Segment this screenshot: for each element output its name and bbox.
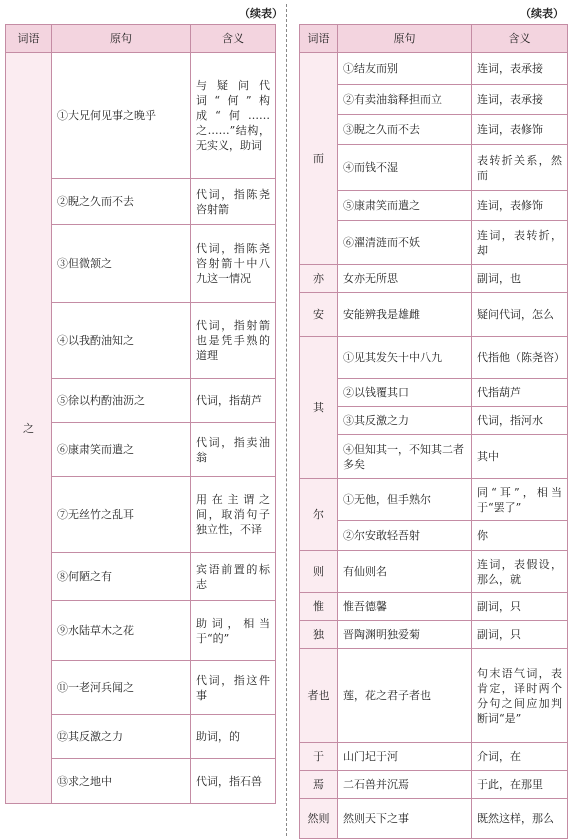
header-word: 词语 [6,25,52,53]
table-row [300,115,568,145]
sentence-cell: ⑥濯清涟而不妖 [338,221,472,265]
word-cell: 则 [300,551,338,593]
sentence-cell: ⑤康肃笑而遣之 [338,191,472,221]
header-sentence: 原句 [338,25,472,53]
table-row [300,593,568,621]
left-table [5,24,276,804]
meaning-cell: 既然这样，那么 [472,799,568,839]
sentence-cell: 女亦无所思 [338,265,472,293]
meaning-cell: 宾语前置的标志 [191,553,276,601]
table-row [6,53,276,179]
meaning-cell: 句末语气词，表肯定，译时两个分句之间应加判断词“是” [472,649,568,743]
table-row [300,743,568,771]
sentence-cell: ①大兄何见事之晚乎 [52,53,191,179]
sentence-cell: ⑬求之地中 [52,759,191,804]
continued-label-left: （续表） [239,7,283,20]
word-cell: 独 [300,621,338,649]
meaning-cell: 代词，指这件事 [191,661,276,715]
meaning-cell: 于此，在那里 [472,771,568,799]
word-cell: 焉 [300,771,338,799]
meaning-cell: 代词，指陈尧咨射箭十中八九这一情况 [191,225,276,303]
sentence-cell: ⑫其反激之力 [52,715,191,759]
table-row [300,621,568,649]
header-meaning: 含义 [191,25,276,53]
sentence-cell: ①无他，但手熟尔 [338,479,472,521]
sentence-cell: ③但微颔之 [52,225,191,303]
table-row [300,379,568,407]
sentence-cell: ③其反激之力 [338,407,472,435]
sentence-cell: ⑦无丝竹之乱耳 [52,477,191,553]
meaning-cell: 连词，表转折，却 [472,221,568,265]
meaning-cell: 表转折关系，然而 [472,145,568,191]
sentence-cell: ④但知其一，不知其二者多矣 [338,435,472,479]
sentence-cell: ③睨之久而不去 [338,115,472,145]
sentence-cell: ②睨之久而不去 [52,179,191,225]
table-row [300,649,568,743]
sentence-cell: ④而钱不湿 [338,145,472,191]
table-row [300,221,568,265]
meaning-cell: 副词，也 [472,265,568,293]
word-cell: 亦 [300,265,338,293]
sentence-cell: 然则天下之事 [338,799,472,839]
meaning-cell: 副词，只 [472,593,568,621]
header-meaning: 含义 [472,25,568,53]
meaning-cell: 代词，指河水 [472,407,568,435]
meaning-cell: 代词，指石兽 [191,759,276,804]
meaning-cell: 连词，表假设，那么，就 [472,551,568,593]
sentence-cell: ②有卖油翁释担而立 [338,85,472,115]
meaning-cell: 代词，指葫芦 [191,379,276,423]
word-cell: 安 [300,293,338,337]
table-row [300,337,568,379]
sentence-cell: 安能辨我是雄雌 [338,293,472,337]
sentence-cell: ④以我酌油知之 [52,303,191,379]
table-row [300,145,568,191]
word-cell: 于 [300,743,338,771]
meaning-cell: 介词，在 [472,743,568,771]
table-row [300,799,568,839]
word-cell: 惟 [300,593,338,621]
meaning-cell: 代词，指卖油翁 [191,423,276,477]
meaning-cell: 你 [472,521,568,551]
table-row [300,53,568,85]
meaning-cell: 连词，表修饰 [472,191,568,221]
word-cell: 之 [6,53,52,804]
table-row [300,191,568,221]
header-sentence: 原句 [52,25,191,53]
sentence-cell: 有仙则名 [338,551,472,593]
meaning-cell: 疑问代词，怎么 [472,293,568,337]
meaning-cell: 连词，表承接 [472,53,568,85]
meaning-cell: 助词，相当于“的” [191,601,276,661]
meaning-cell: 代词，指射箭也是凭手熟的道理 [191,303,276,379]
table-row [300,265,568,293]
page-divider [286,4,287,836]
sentence-cell: ①结友而别 [338,53,472,85]
table-row [300,293,568,337]
sentence-cell: ②尔安敢轻吾射 [338,521,472,551]
meaning-cell: 用在主谓之间，取消句子独立性，不译 [191,477,276,553]
right-table [299,24,568,839]
table-row [300,521,568,551]
word-cell: 尔 [300,479,338,551]
table-row [300,479,568,521]
header-row [6,25,276,53]
table-row [300,551,568,593]
sentence-cell: 山门圮于河 [338,743,472,771]
meaning-cell: 连词，表承接 [472,85,568,115]
meaning-cell: 其中 [472,435,568,479]
sentence-cell: 晋陶渊明独爱菊 [338,621,472,649]
table-row [300,771,568,799]
sentence-cell: ①见其发矢十中八九 [338,337,472,379]
sentence-cell: ⑥康肃笑而遣之 [52,423,191,477]
table-row [300,85,568,115]
meaning-cell: 同“耳”，相当于“罢了” [472,479,568,521]
word-cell: 其 [300,337,338,479]
word-cell: 而 [300,53,338,265]
meaning-cell: 代指葫芦 [472,379,568,407]
sentence-cell: ⑤徐以杓酌油沥之 [52,379,191,423]
meaning-cell: 代指他（陈尧咨） [472,337,568,379]
sentence-cell: ⑨水陆草木之花 [52,601,191,661]
sentence-cell: ⑧何陋之有 [52,553,191,601]
sentence-cell: 二石兽并沉焉 [338,771,472,799]
header-word: 词语 [300,25,338,53]
word-cell: 然则 [300,799,338,839]
meaning-cell: 助词，的 [191,715,276,759]
sentence-cell: 惟吾德馨 [338,593,472,621]
continued-label-right: （续表） [520,7,564,20]
meaning-cell: 副词，只 [472,621,568,649]
table-row [300,407,568,435]
table-row [300,435,568,479]
sentence-cell: 莲，花之君子者也 [338,649,472,743]
header-row [300,25,568,53]
meaning-cell: 与疑问代词“何”构成“何……之……”结构，无实义，助词 [191,53,276,179]
meaning-cell: 连词，表修饰 [472,115,568,145]
word-cell: 者也 [300,649,338,743]
sentence-cell: ②以钱覆其口 [338,379,472,407]
meaning-cell: 代词，指陈尧咨射箭 [191,179,276,225]
sentence-cell: ⑪一老河兵闻之 [52,661,191,715]
